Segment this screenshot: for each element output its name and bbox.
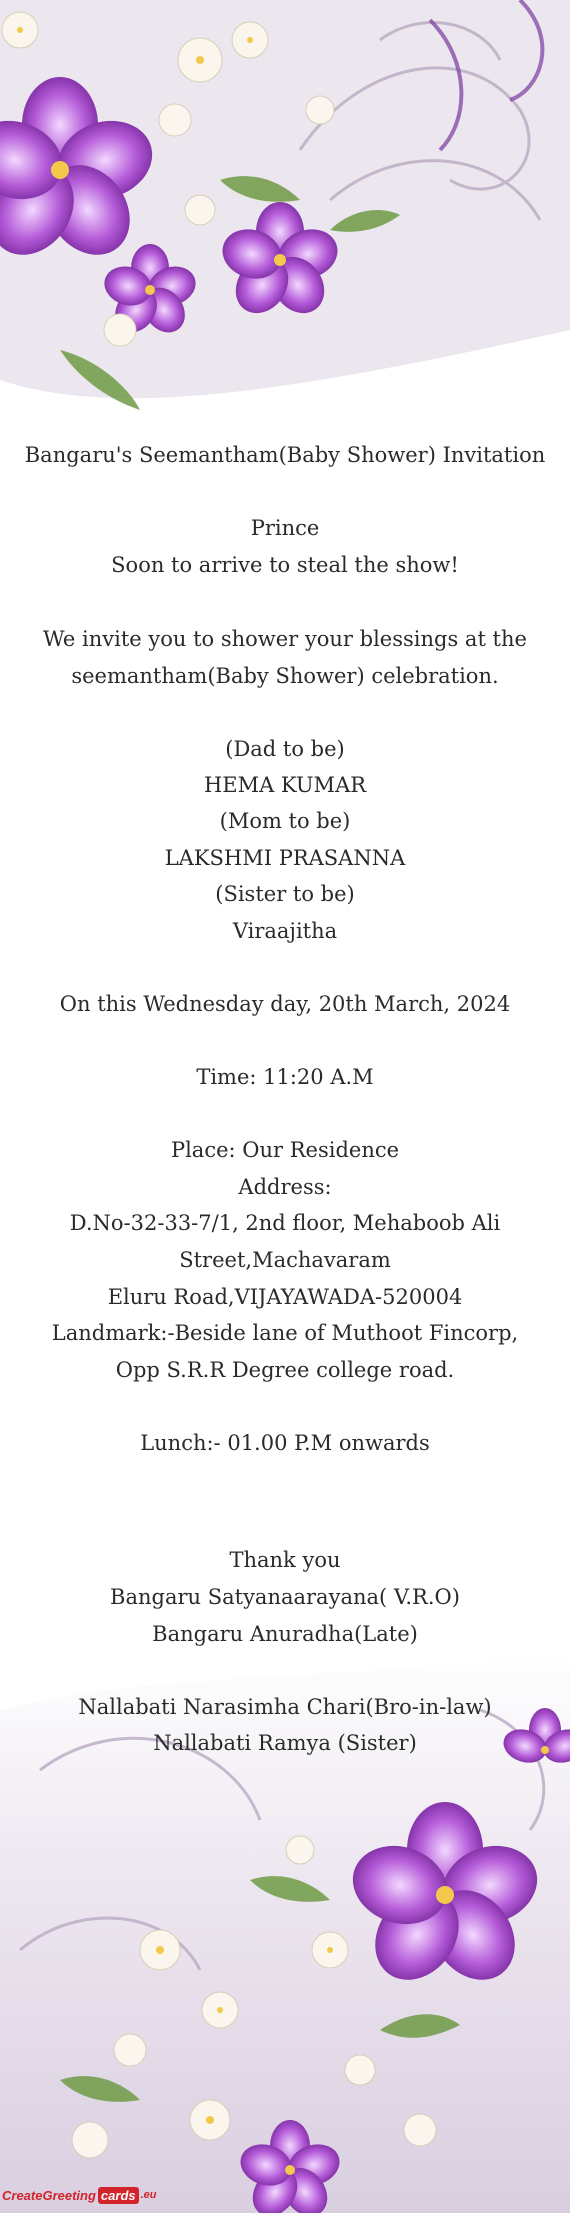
invite-line-1: We invite you to shower your blessings at the [43, 627, 527, 651]
logo-part-1: CreateGreeting [2, 2187, 96, 2203]
host-4: Nallabati Ramya (Sister) [153, 1731, 417, 1755]
event-date: On this Wednesday day, 20th March, 2024 [59, 992, 511, 1016]
sister-label: (Sister to be) [215, 882, 355, 906]
address-line-3: Eluru Road,VIJAYAWADA-520004 [107, 1285, 463, 1309]
host-2: Bangaru Anuradha(Late) [152, 1622, 418, 1646]
event-place: Place: Our Residence [170, 1138, 400, 1162]
tagline: Soon to arrive to steal the show! [111, 553, 459, 577]
landmark-line-1: Landmark:-Beside lane of Muthoot Fincorp, [51, 1321, 519, 1345]
logo-part-2: cards [98, 2187, 139, 2204]
landmark-line-2: Opp S.R.R Degree college road. [115, 1358, 455, 1382]
host-3: Nallabati Narasimha Chari(Bro-in-law) [78, 1695, 492, 1719]
invitation-title: Bangaru's Seemantham(Baby Shower) Invitation [24, 443, 546, 467]
host-1: Bangaru Satyanaarayana( V.R.O) [110, 1585, 460, 1609]
sister-name: Viraajitha [232, 919, 338, 943]
mom-name: LAKSHMI PRASANNA [164, 846, 406, 870]
lunch-time: Lunch:- 01.00 P.M onwards [140, 1431, 430, 1455]
creategreetingcards-logo[interactable] [2, 2180, 162, 2210]
baby-name: Prince [250, 516, 320, 540]
dad-label: (Dad to be) [225, 737, 345, 761]
mom-label: (Mom to be) [219, 809, 351, 833]
invite-line-2: seemantham(Baby Shower) celebration. [71, 664, 499, 688]
address-label: Address: [238, 1175, 332, 1199]
dad-name: HEMA KUMAR [203, 773, 367, 797]
thank-you: Thank you [229, 1548, 341, 1572]
logo-part-3: .eu [140, 2189, 157, 2201]
address-line-2: Street,Machavaram [179, 1248, 391, 1272]
top-floral-artwork [0, 0, 570, 420]
address-line-1: D.No-32-33-7/1, 2nd floor, Mehaboob Ali [69, 1211, 501, 1235]
event-time: Time: 11:20 A.M [196, 1065, 374, 1089]
